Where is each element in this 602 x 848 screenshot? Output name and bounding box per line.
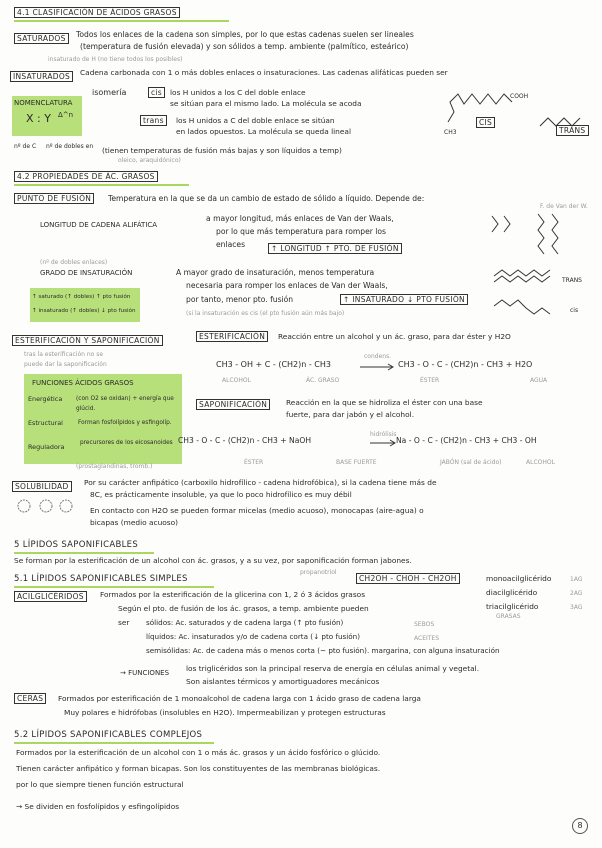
eq2-base: BASE FUERTE [336,459,377,466]
saturados-label: SATURADOS [14,34,69,44]
solubilidad-line4: bicapas (medio acuoso) [90,518,179,527]
eq2-jabon: JABÓN (sal de ácido) [440,459,502,466]
eq1-ester: ÉSTER [420,377,440,384]
eq1-arrow [360,364,396,370]
di-n: 2AG [570,590,583,597]
section-5-1-title: 5.1 LÍPIDOS SAPONIFICABLES SIMPLES [14,574,188,584]
eq1-alcohol: ALCOHOL [222,377,251,384]
ceras-label: CERAS [14,694,46,704]
longitud-line3: enlaces [216,240,246,249]
saponificacion-box: SAPONIFICACIÓN [196,400,270,410]
eq1-arrow-label: condens. [364,353,392,360]
liquidos-text: líquidos: Ac. insaturados y/o de cadena corta (↓ pto fusión) [146,632,361,641]
saturados-line2: (temperatura de fusión elevada) y son sólidos a temp. ambiente (palmítico, esteárico) [80,42,409,51]
section-5-2-line1: Formados por la esterificación de un alcohol con 1 o más ác. grasos y un ácido fosfórico o glúcido. [16,748,381,757]
micelle-drawing [16,496,76,520]
longitud-line1: a mayor longitud, más enlaces de Van der Waals, [206,214,394,223]
solubilidad-line1: Por su carácter anfipático (carboxilo hidrofílico - cadena hidrofóbica), si la cadena tiene más de [84,478,437,487]
funciones-label: FUNCIONES ÁCIDOS GRASOS [32,379,134,387]
section-5-2-title: 5.2 LÍPIDOS SAPONIFICABLES COMPLEJOS [14,730,203,740]
ester-note1: tras la esterificación no se [24,351,104,358]
funciones-line1: los triglicéridos son la principal reserva de energía en células animal y vegetal. [186,664,480,673]
cis-label: cis [148,88,165,98]
cis-tag: CIS [476,118,495,129]
monoacilglicerido: monoacilglicérido [486,574,552,583]
ester-sapon-label: ESTERIFICACIÓN Y SAPONIFICACIÓN [12,336,163,346]
eq1-agua: AGUA [530,377,548,384]
nomenclatura-n1: nº de C [14,143,37,150]
eq2-right: Na - O - C - (CH2)n - CH3 + CH3 - OH [396,436,537,445]
cis-line2: se sitúan para el mismo lado. La molécula se acoda [170,99,362,108]
trans-line1: los H unidos a C del doble enlace se sitúan [176,116,335,125]
propanotriol-label: propanotriol [300,569,337,576]
insaturados-line1: Cadena carbonada con 1 o más dobles enlaces o insaturaciones. Las cadenas alifáticas pueden ser [80,68,448,77]
liquidos-note: ACEITES [414,635,440,642]
eq1-left: CH3 - OH + C - (CH2)n - CH3 [216,360,331,369]
eq2-alcohol: ALCOHOL [526,459,555,466]
ceras-line1: Formados por esterificación de 1 monoalcohol de cadena larga con 1 ácido graso de cadena larga [58,694,421,703]
insaturados-label: INSATURADOS [10,72,73,82]
grado-insaturado: ↑ insaturado (↑ dobles) ↓ pto fusión [32,308,136,314]
funciones-line2: Son aislantes térmicos y amortiguadores mecánicos [186,677,380,686]
nomenclatura-label: NOMENCLATURA [14,99,73,107]
funcion-estructural-text: Forman fosfolípidos y esfingolíp. [78,420,172,426]
eq1-acgraso: ÁC. GRASO [306,377,340,384]
section-4-2-title: 4.2 PROPIEDADES DE ÁC. GRASOS [14,172,158,182]
section-5-intro: Se forman por la esterificación de un alcohol con ác. grasos, y a su vez, por saponificación forman jabones. [14,556,412,565]
longitud-label: LONGITUD DE CADENA ALIFÁTICA [40,221,158,229]
nomenclatura-formula: X : Y [26,112,51,125]
saturados-note: insaturado de H (no tiene todos los posibles) [48,56,183,63]
grado-label: GRADO DE INSATURACIÓN [40,269,133,277]
trans-tag: TRANS [556,126,589,137]
acilgliceridos-line2: Según el pto. de fusión de los ác. grasos, a temp. ambiente pueden [118,604,369,613]
eq2-arrow-label: hidrólisis [370,431,397,438]
page-number: 8 [572,818,588,834]
section-5-2-line3: por lo que siempre tienen función estructural [16,780,184,789]
ch3-label: CH3 [444,129,457,136]
ceras-line2: Muy polares e hidrófobas (insolubles en H2O). Impermeabilizan y protegen estructuras [64,708,386,717]
grado-line3: por tanto, menor pto. fusión [186,295,294,304]
eq2-arrow [370,440,398,446]
grado-note: (si la insaturación es cis (el pto fusión aún más bajo) [186,310,345,317]
cis-line1: los H unidos a los C del doble enlace [170,88,306,97]
eq2-left: CH3 - O - C - (CH2)n - CH3 + NaOH [178,436,312,445]
glicerina-formula: CH2OH - CHOH - CH2OH [356,574,460,584]
solidos-note: SEBOS [414,621,435,628]
longitud-result: ↑ LONGITUD ↑ PTO. DE FUSIÓN [268,244,402,254]
vdw-note: F. de Van der W. [540,203,588,210]
vdw-chains-drawing [488,210,588,270]
funcion-reguladora-note: (prostaglandinas, tromb.) [76,463,153,470]
esterificacion-box: ESTERIFICACIÓN [196,332,268,342]
isomeria-label: isomería [92,88,127,97]
funcion-reguladora-label: Reguladora [28,443,65,451]
section-5-2-line4: → Se dividen en fosfolípidos y esfingolípidos [16,802,180,811]
acilgliceridos-line1: Formados por la esterificación de la glicerina con 1, 2 ó 3 ácidos grasos [100,590,366,599]
saponificacion-line2: fuerte, para dar jabón y el alcohol. [286,410,415,419]
eq1-right: CH3 - O - C - (CH2)n - CH3 + H2O [398,360,533,369]
funcion-estructural-label: Estructural [28,419,63,427]
saturados-line1: Todos los enlaces de la cadena son simples, por lo que estas cadenas suelen ser lineales [76,30,414,39]
cis-chain-tag: cis [570,307,579,314]
trans-chain-tag: TRANS [562,277,582,284]
longitud-line2: por lo que más temperatura para romper los [216,227,387,236]
nomenclatura-n2: nº de dobles en [46,143,94,150]
acilgliceridos-label: ACILGLICÉRIDOS [14,592,87,602]
punto-fusion-text: Temperatura en la que se da un cambio de estado de sólido a líquido. Depende de: [108,194,425,203]
tienen-line1: (tienen temperaturas de fusión más bajas y son líquidos a temp) [102,146,342,155]
grado-result: ↑ INSATURADO ↓ PTO FUSIÓN [340,295,468,305]
trans-line2: en lados opuestos. La molécula se queda lineal [176,127,351,136]
funciones-arrow-label: → FUNCIONES [120,669,170,677]
funcion-energetica-text: (con O2 se oxidan) + energía que glúcid. [76,396,174,412]
punto-fusion-label: PUNTO DE FUSIÓN [14,194,94,204]
funcion-energetica-label: Energética [28,395,63,403]
grasas-label: GRASAS [496,613,521,620]
nomenclatura-sup: Δ^n [58,111,74,119]
section-5-title: 5 LÍPIDOS SAPONIFICABLES [14,540,139,550]
grado-line2: necesaria para romper los enlaces de Van der Waals, [186,281,388,290]
esterificacion-text: Reacción entre un alcohol y un ác. graso, para dar éster y H2O [278,332,511,341]
semisolidas-text: semisólidas: Ac. de cadena más o menos corta (~ pto fusión). margarina, con alguna insaturación [146,646,500,655]
saponificacion-line1: Reacción en la que se hidroliza el éster con una base [286,398,483,407]
mono-n: 1AG [570,576,583,583]
diacilglicerido: diacilglicérido [486,588,538,597]
solubilidad-line2: 8C, es prácticamente insoluble, ya que lo poco hidrofílico es muy débil [90,490,352,499]
triacilglicerido: triacilglicérido [486,602,539,611]
dobles-note: (nº de dobles enlaces) [40,259,108,266]
solubilidad-label: SOLUBILIDAD [12,482,72,492]
grado-saturado: ↑ saturado (↑ dobles) ↑ pto fusión [32,294,131,300]
section-5-2-line2: Tienen carácter anfipático y forman bicapas. Son los constituyentes de las membranas biológicas. [16,764,381,773]
section-4-1-title: 4.1 CLASIFICACIÓN DE ÁCIDOS GRASOS [14,8,180,18]
solidos-text: sólidos: Ac. saturados y de cadena larga (↑ pto fusión) [146,618,344,627]
grado-line1: A mayor grado de insaturación, menos temperatura [176,268,375,277]
tri-n: 3AG [570,604,583,611]
solubilidad-line3: En contacto con H2O se pueden formar micelas (medio acuoso), monocapas (aire-agua) o [90,506,424,515]
ester-note2: puede dar la saponificación [24,361,107,368]
eq2-ester: ÉSTER [244,459,264,466]
acilgliceridos-line3: ser [118,618,130,627]
cooh-label: COOH [510,93,529,100]
tienen-line2: oleico, araquidónico) [118,157,181,164]
funcion-reguladora-text: precursores de los eicosanoides [80,440,173,446]
trans-label: trans [140,116,167,126]
